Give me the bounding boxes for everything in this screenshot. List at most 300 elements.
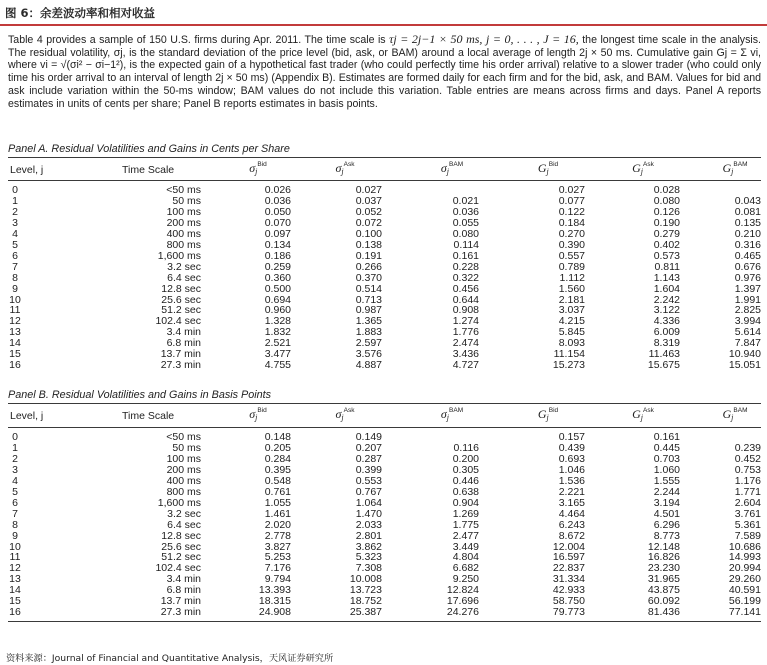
time-scale-cell: 27.3 min	[160, 359, 201, 372]
table-row	[8, 207, 761, 218]
gain-bid-cell: 0.122	[558, 205, 585, 218]
table-row	[8, 262, 761, 273]
gain-ask-cell: 6.296	[653, 518, 680, 531]
gain-bam-cell: 3.761	[734, 507, 761, 520]
level-cell: 4	[12, 227, 18, 240]
sigma-bam-cell: 1.775	[452, 518, 479, 531]
gain-ask-cell: 1.555	[653, 474, 680, 487]
time-scale-cell: 1,600 ms	[157, 249, 201, 262]
gain-ask-cell: 4.336	[653, 315, 680, 328]
table-row	[8, 185, 761, 196]
sigma-ask-cell: 0.100	[355, 227, 382, 240]
sigma-bid-cell: 0.050	[264, 205, 291, 218]
sigma-ask-cell: 3.862	[355, 540, 382, 553]
time-scale-cell: 6.4 sec	[167, 271, 201, 284]
gain-bid-cell: 0.557	[558, 249, 585, 262]
sigma-bid-cell: 0.360	[264, 271, 291, 284]
panel-b-top-rule	[8, 403, 761, 404]
sigma-bam-cell: 1.269	[452, 507, 479, 520]
level-cell: 10	[9, 293, 21, 306]
table-row	[8, 305, 761, 316]
level-cell: 2	[12, 452, 18, 465]
sigma-ask-cell: 13.723	[349, 584, 382, 597]
table-row	[8, 316, 761, 327]
title-divider	[0, 24, 767, 26]
gain-bid-cell: 2.221	[558, 485, 585, 498]
table-row	[8, 432, 761, 443]
sigma-bid-cell: 3.827	[264, 540, 291, 553]
gain-bid-cell: 0.027	[558, 184, 585, 196]
table-row	[8, 607, 761, 618]
gain-ask-cell: 0.279	[653, 227, 680, 240]
gain-bid-cell: 1.536	[558, 474, 585, 487]
sigma-bid-header: $\sigma_j^{Bid}$	[249, 407, 267, 422]
sigma-bam-cell: 0.644	[452, 293, 479, 306]
sigma-bid-cell: 3.477	[264, 348, 291, 361]
sigma-ask-cell: 0.266	[355, 260, 382, 273]
gain-ask-cell: 1.143	[653, 271, 680, 284]
table-row	[8, 498, 761, 509]
sigma-bam-cell: 17.696	[446, 595, 479, 608]
sigma-bid-cell: 0.548	[264, 474, 291, 487]
gain-bid-cell: 11.154	[553, 348, 585, 361]
sigma-ask-cell: 2.033	[355, 518, 382, 531]
sigma-bam-cell: 0.161	[452, 249, 479, 262]
gain-bam-cell: 14.993	[728, 551, 761, 564]
sigma-bid-cell: 2.521	[264, 337, 291, 350]
sigma-ask-cell: 1.883	[355, 326, 382, 339]
level-cell: 3	[12, 463, 18, 476]
gain-bam-cell: 10.940	[728, 348, 761, 361]
sigma-bam-cell: 0.055	[452, 216, 479, 229]
table-row	[8, 218, 761, 229]
sigma-bid-cell: 5.253	[264, 551, 291, 564]
time-scale-cell: 100 ms	[166, 452, 201, 465]
sigma-ask-header: $\sigma_j^{Ask}$	[335, 407, 355, 422]
sigma-ask-cell: 0.987	[355, 304, 382, 317]
table-row	[8, 284, 761, 295]
sigma-bam-cell: 0.322	[452, 271, 479, 284]
time-scale-cell: 100 ms	[166, 205, 201, 218]
gain-bid-cell: 5.845	[558, 326, 585, 339]
gain-bam-header: $G_j^{BAM}$	[722, 407, 748, 422]
level-cell: 13	[9, 326, 21, 339]
gain-ask-cell: 8.773	[653, 529, 680, 542]
time-scale-cell: 51.2 sec	[161, 551, 201, 564]
table-row	[8, 360, 761, 371]
gain-bam-cell: 56.199	[728, 595, 761, 608]
panel-a-table	[8, 185, 761, 371]
gain-bid-cell: 12.004	[552, 540, 585, 553]
sigma-bid-cell: 0.205	[264, 441, 291, 454]
gain-ask-cell: 0.703	[653, 452, 680, 465]
table-row	[8, 327, 761, 338]
table-row	[8, 273, 761, 284]
gain-bid-cell: 8.093	[558, 337, 585, 350]
gain-bam-cell: 20.994	[728, 562, 761, 575]
gain-ask-cell: 0.126	[653, 205, 680, 218]
level-cell: 13	[9, 573, 21, 586]
level-cell: 15	[9, 595, 21, 608]
gain-bid-cell: 4.464	[558, 507, 585, 520]
sigma-bid-cell: 18.315	[258, 595, 291, 608]
sigma-ask-header: $\sigma_j^{Ask}$	[335, 161, 355, 176]
gain-bid-cell: 22.837	[552, 562, 585, 575]
gain-bid-cell: 0.270	[558, 227, 585, 240]
level-cell: 16	[9, 606, 21, 619]
gain-bam-cell: 1.771	[734, 485, 761, 498]
gain-bam-header: $G_j^{BAM}$	[722, 161, 748, 176]
sigma-bid-cell: 0.026	[264, 184, 291, 196]
panel-a-header-rule	[8, 180, 761, 181]
gain-bam-cell: 0.081	[734, 205, 761, 218]
level-cell: 14	[9, 584, 21, 597]
sigma-bid-cell: 0.134	[264, 238, 291, 251]
time-scale-cell: 25.6 sec	[161, 293, 201, 306]
sigma-ask-cell: 0.072	[355, 216, 382, 229]
sigma-bid-cell: 0.259	[264, 260, 291, 273]
sigma-bid-cell: 0.097	[264, 227, 291, 240]
panel-a-top-rule	[8, 157, 761, 158]
sigma-bid-cell: 2.020	[264, 518, 291, 531]
gain-bid-header: $G_j^{Bid}$	[537, 407, 559, 422]
gain-bid-cell: 1.112	[559, 271, 585, 284]
time-scale-cell: 400 ms	[166, 227, 201, 240]
level-cell: 3	[12, 216, 18, 229]
sigma-ask-cell: 3.576	[355, 348, 382, 361]
gain-bam-cell: 2.604	[734, 496, 761, 509]
gain-ask-cell: 0.573	[653, 249, 680, 262]
sigma-ask-cell: 0.713	[355, 293, 382, 306]
level-cell: 15	[9, 348, 21, 361]
time-scale-cell: 400 ms	[166, 474, 201, 487]
sigma-bam-cell: 4.727	[452, 359, 479, 372]
level-cell: 4	[12, 474, 18, 487]
gain-bid-cell: 58.750	[552, 595, 585, 608]
sigma-bid-cell: 1.832	[264, 326, 291, 339]
gain-bam-cell: 1.176	[734, 474, 761, 487]
time-scale-header: Time Scale	[122, 164, 175, 176]
time-scale-cell: 6.8 min	[166, 584, 201, 597]
level-header: Level, j	[10, 410, 44, 422]
sigma-bid-cell: 13.393	[258, 584, 291, 597]
gain-bid-cell: 6.243	[558, 518, 585, 531]
time-scale-cell: 12.8 sec	[161, 529, 201, 542]
sigma-bam-cell: 24.276	[446, 606, 479, 619]
gain-bid-cell: 1.560	[558, 282, 585, 295]
sigma-ask-cell: 0.514	[355, 282, 382, 295]
gain-bam-cell: 3.994	[734, 315, 761, 328]
gain-bam-cell: 15.051	[728, 359, 761, 372]
level-cell: 6	[12, 496, 18, 509]
time-scale-cell: 13.7 min	[160, 348, 201, 361]
time-scale-cell: 800 ms	[166, 238, 201, 251]
gain-bam-cell: 0.239	[734, 441, 761, 454]
sigma-bam-cell: 4.804	[452, 551, 479, 564]
gain-bid-cell: 0.184	[558, 216, 585, 229]
sigma-bid-header: $\sigma_j^{Bid}$	[249, 161, 267, 176]
table-row	[8, 531, 761, 542]
level-cell: 8	[12, 518, 18, 531]
level-cell: 9	[12, 529, 18, 542]
level-header: Level, j	[10, 164, 44, 176]
gain-ask-cell: 6.009	[653, 326, 680, 339]
gain-ask-cell: 0.080	[653, 194, 680, 207]
gain-ask-cell: 11.463	[648, 348, 680, 361]
sigma-bam-cell: 0.228	[452, 260, 479, 273]
time-scale-cell: <50 ms	[166, 431, 201, 443]
sigma-ask-cell: 0.287	[355, 452, 382, 465]
sigma-ask-cell: 1.064	[355, 496, 382, 509]
gain-bam-cell: 0.316	[734, 238, 761, 251]
sigma-bam-cell: 0.114	[453, 238, 479, 251]
gain-ask-header: $G_j^{Ask}$	[632, 407, 654, 422]
gain-ask-header: $G_j^{Ask}$	[632, 161, 654, 176]
time-scale-cell: 3.4 min	[166, 573, 201, 586]
gain-bid-cell: 0.157	[558, 431, 585, 443]
level-cell: 0	[12, 184, 18, 196]
gain-ask-cell: 0.811	[654, 260, 680, 273]
level-cell: 16	[9, 359, 21, 372]
time-scale-cell: 1,600 ms	[157, 496, 201, 509]
gain-bam-cell: 40.591	[728, 584, 761, 597]
sigma-bid-cell: 0.395	[264, 463, 291, 476]
gain-ask-cell: 0.402	[653, 238, 680, 251]
gain-bid-cell: 2.181	[558, 293, 585, 306]
gain-bam-cell: 0.676	[734, 260, 761, 273]
sigma-bam-cell: 3.436	[452, 348, 479, 361]
gain-bid-cell: 0.439	[558, 441, 585, 454]
panel-b-header-rule	[8, 427, 761, 428]
time-scale-header: Time Scale	[122, 410, 175, 422]
table-row	[8, 476, 761, 487]
sigma-bam-cell: 2.474	[452, 337, 479, 350]
gain-bam-cell: 0.135	[734, 216, 761, 229]
gain-bid-cell: 0.390	[558, 238, 585, 251]
panel-a-title: Panel A. Residual Volatilities and Gains in Cents per Share	[8, 143, 290, 155]
sigma-bid-cell: 1.461	[264, 507, 291, 520]
gain-bam-cell: 0.210	[734, 227, 761, 240]
time-scale-cell: 25.6 sec	[161, 540, 201, 553]
gain-ask-cell: 0.190	[653, 216, 680, 229]
sigma-ask-cell: 0.037	[355, 194, 382, 207]
gain-ask-cell: 0.161	[653, 431, 680, 443]
gain-bid-cell: 15.273	[552, 359, 585, 372]
level-cell: 12	[9, 562, 21, 575]
gain-bid-cell: 3.037	[558, 304, 585, 317]
sigma-bid-cell: 1.328	[264, 315, 291, 328]
gain-bid-cell: 8.672	[558, 529, 585, 542]
table-row	[8, 251, 761, 262]
sigma-bam-cell: 0.036	[452, 205, 479, 218]
gain-bam-cell: 7.589	[734, 529, 761, 542]
level-cell: 9	[12, 282, 18, 295]
level-cell: 1	[12, 441, 18, 454]
gain-bid-cell: 3.165	[558, 496, 585, 509]
gain-ask-cell: 31.965	[647, 573, 680, 586]
sigma-bam-cell: 0.116	[453, 441, 479, 454]
time-scale-cell: 13.7 min	[160, 595, 201, 608]
gain-bam-cell: 0.976	[734, 271, 761, 284]
time-scale-cell: 200 ms	[166, 463, 201, 476]
sigma-ask-cell: 0.052	[355, 205, 382, 218]
sigma-bam-cell: 0.904	[452, 496, 479, 509]
gain-ask-cell: 8.319	[653, 337, 680, 350]
sigma-bam-cell: 0.305	[452, 463, 479, 476]
gain-bid-cell: 42.933	[552, 584, 585, 597]
gain-ask-cell: 81.436	[647, 606, 680, 619]
sigma-bid-cell: 0.186	[264, 249, 291, 262]
gain-ask-cell: 0.445	[653, 441, 680, 454]
gain-bam-cell: 0.043	[734, 194, 761, 207]
level-cell: 8	[12, 271, 18, 284]
gain-ask-cell: 4.501	[653, 507, 680, 520]
level-cell: 1	[12, 194, 18, 207]
table-row	[8, 465, 761, 476]
gain-ask-cell: 0.028	[653, 184, 680, 196]
gain-ask-cell: 1.604	[653, 282, 680, 295]
sigma-bid-cell: 1.055	[264, 496, 291, 509]
time-scale-cell: 50 ms	[172, 441, 201, 454]
gain-ask-cell: 2.242	[653, 293, 680, 306]
sigma-bam-cell: 3.449	[452, 540, 479, 553]
time-scale-cell: 6.4 sec	[167, 518, 201, 531]
sigma-ask-cell: 0.553	[355, 474, 382, 487]
time-scale-cell: 3.4 min	[166, 326, 201, 339]
sigma-ask-cell: 0.027	[355, 184, 382, 196]
sigma-bam-cell: 12.824	[446, 584, 479, 597]
gain-bam-cell: 0.452	[734, 452, 761, 465]
table-row	[8, 229, 761, 240]
gain-bam-cell: 77.141	[728, 606, 761, 619]
description-paragraph: Table 4 provides a sample of 150 U.S. firms during Apr. 2011. The time scale is τj = 2j−1 × 50 ms, j = 0, . . . , J = 16, the longest time scale in the analysis. The residual volatility, σj, is the standard deviation of the price level (bid, ask, or BAM) around a local average of length 2j × 50 ms. Cumulative gain Gj = Σ vi, where vi = √(σi² − σi−1²), is the expected gain of a hypothetical fast trader (who could perfectly time his order arrival) relative to a slower trader (who could only time his order arrival to an interval of length 2j × 50 ms) (Appendix B). Estimates are formed daily for each firm and for the bid, ask, and BAM. Values for bid and ask include variation within the 50-ms window; BAM values do not include this variation. Table entries are means across firms and days. Panel A reports estimates in units of cents per share; Panel B reports estimates in basis points.	[8, 32, 761, 110]
sigma-bid-cell: 7.176	[264, 562, 291, 575]
sigma-bam-cell: 9.250	[452, 573, 479, 586]
time-scale-cell: 12.8 sec	[161, 282, 201, 295]
panel-b-table	[8, 432, 761, 618]
sigma-ask-cell: 0.191	[355, 249, 382, 262]
time-scale-cell: 3.2 sec	[167, 507, 201, 520]
level-cell: 10	[9, 540, 21, 553]
level-cell: 2	[12, 205, 18, 218]
panel-b-bottom-rule	[8, 621, 761, 622]
time-scale-cell: 27.3 min	[160, 606, 201, 619]
gain-ask-cell: 1.060	[653, 463, 680, 476]
gain-bid-cell: 16.597	[552, 551, 585, 564]
table-row	[8, 520, 761, 531]
sigma-bid-cell: 0.694	[264, 293, 291, 306]
gain-bid-cell: 0.693	[558, 452, 585, 465]
sigma-ask-cell: 10.008	[349, 573, 382, 586]
sigma-bid-cell: 2.778	[264, 529, 291, 542]
sigma-ask-cell: 0.138	[355, 238, 382, 251]
sigma-ask-cell: 1.470	[355, 507, 382, 520]
sigma-ask-cell: 7.308	[355, 562, 382, 575]
gain-bid-cell: 31.334	[552, 573, 585, 586]
sigma-bam-cell: 0.638	[452, 485, 479, 498]
time-scale-cell: <50 ms	[166, 184, 201, 196]
sigma-ask-cell: 0.767	[355, 485, 382, 498]
gain-bam-cell: 7.847	[734, 337, 761, 350]
level-cell: 6	[12, 249, 18, 262]
table-row	[8, 509, 761, 520]
sigma-bid-cell: 0.960	[264, 304, 291, 317]
sigma-ask-cell: 18.752	[349, 595, 382, 608]
gain-bid-cell: 4.215	[558, 315, 585, 328]
sigma-ask-cell: 1.365	[355, 315, 382, 328]
table-row	[8, 487, 761, 498]
level-cell: 0	[12, 431, 18, 443]
gain-ask-cell: 60.092	[647, 595, 680, 608]
time-scale-cell: 102.4 sec	[155, 562, 201, 575]
gain-bid-cell: 0.789	[558, 260, 585, 273]
level-cell: 5	[12, 238, 18, 251]
level-cell: 11	[9, 304, 21, 317]
sigma-bam-header: $\sigma_j^{BAM}$	[440, 407, 464, 422]
sigma-ask-cell: 0.399	[355, 463, 382, 476]
time-scale-cell: 102.4 sec	[155, 315, 201, 328]
table-row	[8, 295, 761, 306]
sigma-ask-cell: 5.323	[355, 551, 382, 564]
sigma-bam-cell: 1.274	[452, 315, 479, 328]
source-note: 资料来源：Journal of Financial and Quantitative Analysis，天风证券研究所	[6, 653, 334, 664]
table-row	[8, 443, 761, 454]
time-scale-cell: 3.2 sec	[167, 260, 201, 273]
sigma-bam-cell: 0.456	[452, 282, 479, 295]
gain-bam-cell: 5.614	[734, 326, 761, 339]
sigma-ask-cell: 2.597	[355, 337, 382, 350]
gain-bam-cell: 0.753	[734, 463, 761, 476]
sigma-ask-cell: 0.207	[355, 441, 382, 454]
level-cell: 5	[12, 485, 18, 498]
gain-bam-cell: 1.397	[734, 282, 761, 295]
gain-bid-header: $G_j^{Bid}$	[537, 161, 559, 176]
sigma-ask-cell: 4.887	[355, 359, 382, 372]
gain-ask-cell: 3.122	[653, 304, 680, 317]
gain-bid-cell: 79.773	[552, 606, 585, 619]
table-row	[8, 454, 761, 465]
gain-ask-cell: 3.194	[653, 496, 680, 509]
sigma-ask-cell: 0.370	[355, 271, 382, 284]
time-scale-cell: 51.2 sec	[161, 304, 201, 317]
level-cell: 11	[9, 551, 21, 564]
time-scale-cell: 6.8 min	[166, 337, 201, 350]
gain-ask-cell: 16.826	[647, 551, 680, 564]
level-cell: 14	[9, 337, 21, 350]
gain-ask-cell: 43.875	[647, 584, 680, 597]
sigma-bid-cell: 0.500	[264, 282, 291, 295]
gain-ask-cell: 2.244	[653, 485, 680, 498]
sigma-bid-cell: 0.148	[264, 431, 291, 443]
sigma-ask-cell: 25.387	[349, 606, 382, 619]
sigma-bam-cell: 0.021	[452, 194, 479, 207]
time-scale-cell: 200 ms	[166, 216, 201, 229]
time-scale-cell: 50 ms	[172, 194, 201, 207]
panel-b-title: Panel B. Residual Volatilities and Gains in Basis Points	[8, 389, 272, 401]
sigma-bam-header: $\sigma_j^{BAM}$	[440, 161, 464, 176]
sigma-bid-cell: 0.036	[264, 194, 291, 207]
sigma-bam-cell: 0.908	[452, 304, 479, 317]
gain-ask-cell: 15.675	[647, 359, 680, 372]
sigma-bid-cell: 0.070	[264, 216, 291, 229]
gain-bam-cell: 5.361	[734, 518, 761, 531]
sigma-ask-cell: 2.801	[355, 529, 382, 542]
gain-ask-cell: 12.148	[647, 540, 680, 553]
sigma-bam-cell: 0.080	[452, 227, 479, 240]
gain-bid-cell: 1.046	[558, 463, 585, 476]
sigma-bid-cell: 9.794	[264, 573, 291, 586]
gain-ask-cell: 23.230	[647, 562, 680, 575]
